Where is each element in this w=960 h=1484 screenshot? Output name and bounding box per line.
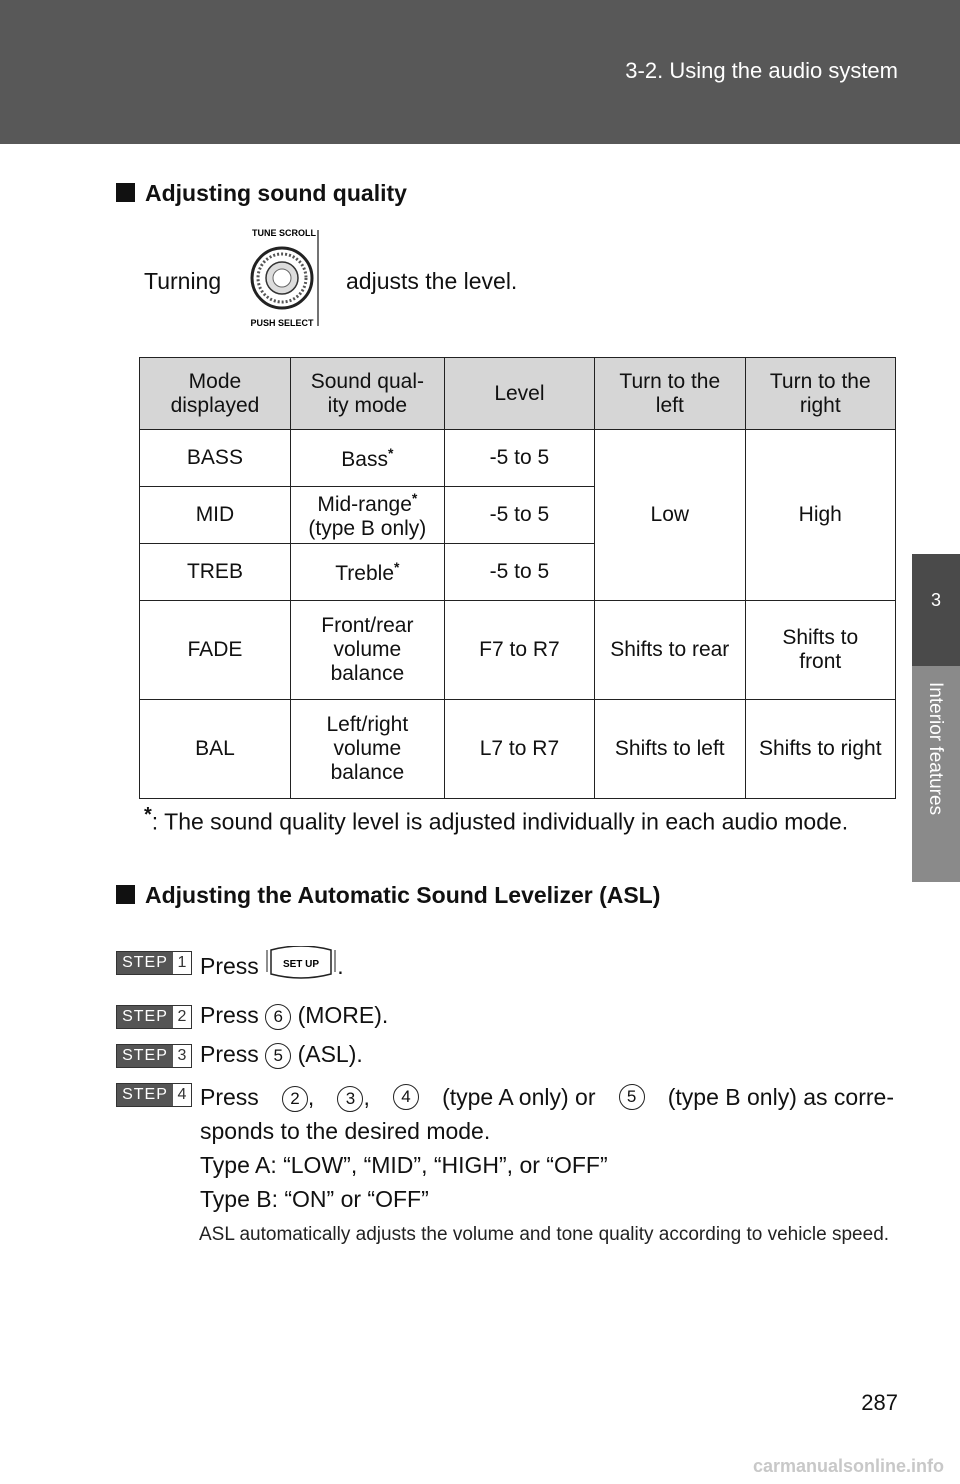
cell-level: -5 to 5 (444, 487, 594, 544)
cell-mode: MID (140, 487, 291, 544)
step-badge-2: STEP 2 (116, 1005, 192, 1029)
page-number: 287 (861, 1390, 898, 1415)
button-5-icon: 5 (619, 1084, 645, 1110)
cell-quality: Bass* (290, 430, 444, 487)
footnote-text: : The sound quality level is adjusted individually in each audio mode. (151, 808, 849, 835)
asl-note: ASL automatically adjusts the volume and tone quality according to vehicle speed. (199, 1224, 890, 1245)
cell-left: Shifts to rear (595, 601, 745, 700)
cell-left: Shifts to left (595, 700, 745, 799)
knob-top-label: TUNE SCROLL (252, 228, 316, 238)
step-badge-4: STEP 4 (116, 1083, 192, 1107)
square-bullet-icon (116, 183, 135, 202)
step-badge-1: STEP 1 (116, 951, 192, 975)
heading-asl: Adjusting the Automatic Sound Levelizer (ASL) (116, 882, 660, 909)
cell-level: L7 to R7 (444, 700, 594, 799)
adjusts-text: adjusts the level. (346, 268, 518, 294)
knob-bottom-label: PUSH SELECT (250, 318, 314, 328)
table-header-row (140, 358, 896, 430)
square-bullet-icon (116, 885, 135, 904)
header-mode: Mode displayed (140, 358, 291, 430)
button-2-icon: 2 (282, 1086, 308, 1112)
button-5-icon: 5 (265, 1043, 291, 1069)
table-row (140, 430, 896, 487)
setup-button-label: SET UP (283, 959, 320, 970)
header-quality: Sound qual- ity mode (290, 358, 444, 430)
header-right: Turn to the right (745, 358, 895, 430)
cell-mode: BAL (140, 700, 291, 799)
cell-quality: Mid-range* (type B only) (290, 487, 444, 544)
step-4-line2: sponds to the desired mode. (200, 1118, 491, 1144)
step-4-type-b: Type B: “ON” or “OFF” (200, 1186, 429, 1212)
button-4-icon: 4 (393, 1084, 419, 1110)
step-4-type-a: Type A: “LOW”, “MID”, “HIGH”, or “OFF” (200, 1152, 608, 1178)
cell-mode: BASS (140, 430, 291, 487)
step-1-text: Press SET UP . (200, 946, 344, 982)
heading-sound-quality: Adjusting sound quality (116, 180, 407, 207)
cell-level: -5 to 5 (444, 544, 594, 601)
cell-high: High (745, 430, 895, 601)
cell-quality: Front/rear volume balance (290, 601, 444, 700)
chapter-number: 3 (930, 590, 941, 610)
step-2-text: Press 6 (MORE). (200, 1002, 389, 1028)
cell-right: Shifts to right (745, 700, 895, 799)
cell-quality: Left/right volume balance (290, 700, 444, 799)
cell-mode: TREB (140, 544, 291, 601)
setup-button-icon (265, 946, 337, 982)
button-3-icon: 3 (337, 1086, 363, 1112)
cell-level: F7 to R7 (444, 601, 594, 700)
sound-quality-table (139, 357, 896, 799)
turning-text: Turning (144, 268, 222, 294)
section-title: 3-2. Using the audio system (625, 58, 898, 83)
step-4-text: Press 2 , 3 , 4 (type A only) or 5 (type B only) as corre- sponds to the desired mode. Type A: “LOW”, “MID”, “HIGH”, or “OFF” Type B: “ON” or “OFF” (200, 1080, 894, 1216)
cell-low: Low (595, 430, 745, 601)
header-left: Turn to the left (595, 358, 745, 430)
step-badge-3: STEP 3 (116, 1044, 192, 1068)
cell-level: -5 to 5 (444, 430, 594, 487)
table-row (140, 700, 896, 799)
footnote-star: * (144, 804, 152, 826)
chapter-label: Interior features (925, 682, 946, 816)
cell-quality: Treble* (290, 544, 444, 601)
step-3-text: Press 5 (ASL). (200, 1041, 363, 1067)
watermark: carmanualsonline.info (752, 1456, 944, 1476)
table-row (140, 601, 896, 700)
cell-right: Shifts to front (745, 601, 895, 700)
header-level: Level (444, 358, 594, 430)
cell-mode: FADE (140, 601, 291, 700)
footnote (144, 798, 892, 839)
tune-scroll-knob-icon (238, 222, 328, 332)
button-6-icon: 6 (265, 1004, 291, 1030)
